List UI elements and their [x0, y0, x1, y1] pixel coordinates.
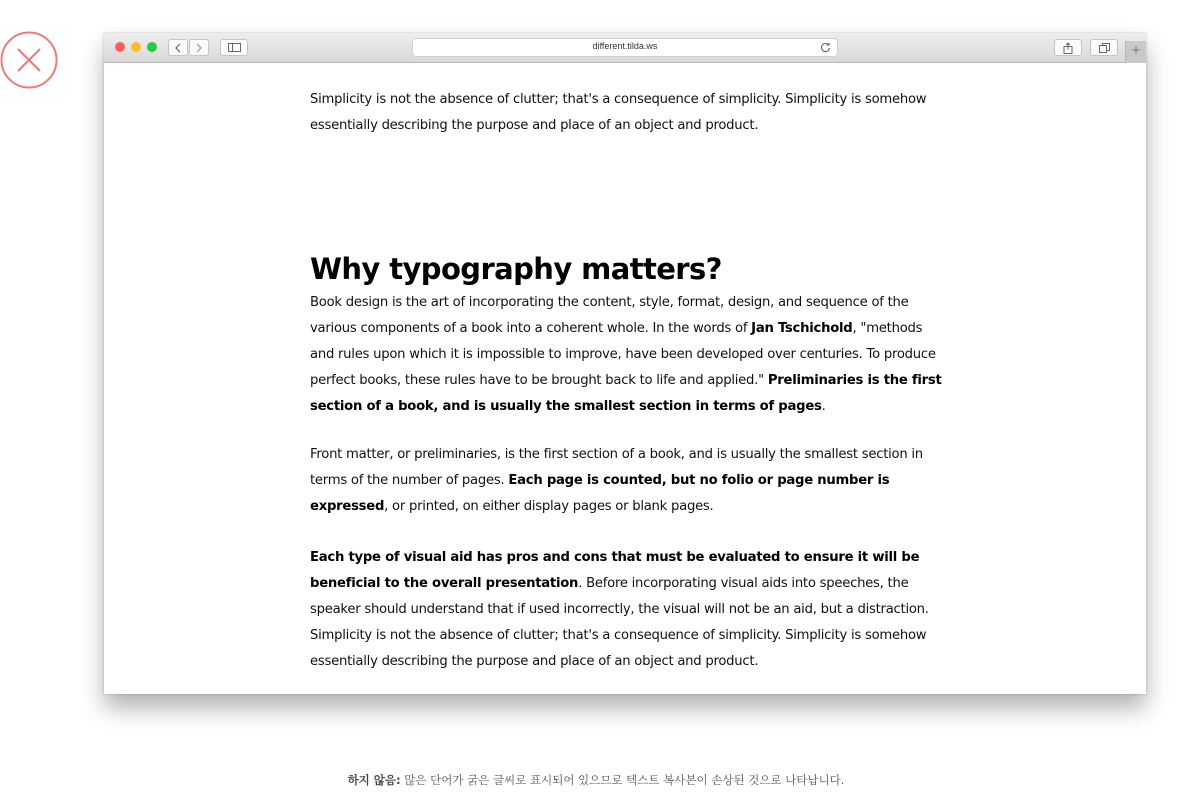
zoom-window-button[interactable] [147, 42, 157, 52]
forward-chevron-icon [195, 43, 203, 53]
new-tab-button[interactable] [1125, 41, 1146, 63]
paragraph-book-design [310, 290, 950, 420]
caption-text: 많은 단어가 굵은 글씨로 표시되어 있으므로 텍스트 복사본이 손상된 것으로 나타납니다. [400, 773, 845, 787]
tabs-icon [1099, 43, 1110, 53]
browser-toolbar [104, 33, 1146, 63]
browser-window [104, 33, 1146, 694]
intro-paragraph: Simplicity is not the absence of clutter; that's a consequence of simplicity. Simplicity is somehow essentially describing the purpose and place of an object and product. [310, 92, 927, 133]
reload-icon[interactable] [820, 42, 831, 53]
sidebar-button[interactable] [220, 39, 248, 56]
sidebar-icon [228, 43, 241, 52]
caption-label: 하지 않음: [347, 773, 401, 787]
bold-run: Each page is counted, but no folio or page number is expressed [310, 473, 890, 514]
share-icon [1063, 42, 1073, 54]
wrong-x-icon [0, 31, 60, 91]
text-run: , "methods and rules upon which it is impossible to improve, have been developed over centuries. To produce perfect books, these rules have to be brought back to life and applied." [310, 321, 936, 388]
text-run: , or printed, on either display pages or blank pages. [384, 499, 714, 514]
forward-button[interactable] [189, 39, 209, 56]
share-button[interactable] [1054, 39, 1082, 56]
paragraph-visual-aid [310, 545, 950, 675]
tabs-overview-button[interactable] [1090, 39, 1118, 56]
text-run: . [821, 399, 826, 414]
text-run: Book design is the art of incorporating the content, style, format, design, and sequence of the various components of a book into a coherent whole. In the words of [310, 295, 909, 336]
plus-icon: + [1131, 42, 1141, 59]
text-run: . Before incorporating visual aids into speeches, the speaker should understand that if used incorrectly, the visual will not be an aid, but a distraction. Simplicity is not the absence of clutter; that's a consequence of simplicity. Simplicity is somehow essentially describing the purpose and place of an object and product. [310, 576, 929, 669]
close-window-button[interactable] [115, 42, 125, 52]
bold-run: Each type of visual aid has pros and cons that must be evaluated to ensure it will be beneficial to the overall presentation [310, 550, 920, 591]
address-bar[interactable] [412, 38, 838, 57]
back-button[interactable] [168, 39, 188, 56]
section-heading: Why typography matters? [310, 252, 722, 286]
minimize-window-button[interactable] [131, 42, 141, 52]
back-chevron-icon [174, 43, 182, 53]
bold-run: Preliminaries is the first section of a book, and is usually the smallest section in terms of pages [310, 373, 942, 414]
text-run: Front matter, or preliminaries, is the first section of a book, and is usually the smallest section in terms of the number of pages. [310, 447, 923, 488]
paragraph-front-matter [310, 442, 950, 520]
bold-run: Jan Tschichold [751, 321, 853, 336]
url-text: different.tilda.ws [592, 41, 658, 51]
caption [0, 772, 1192, 788]
